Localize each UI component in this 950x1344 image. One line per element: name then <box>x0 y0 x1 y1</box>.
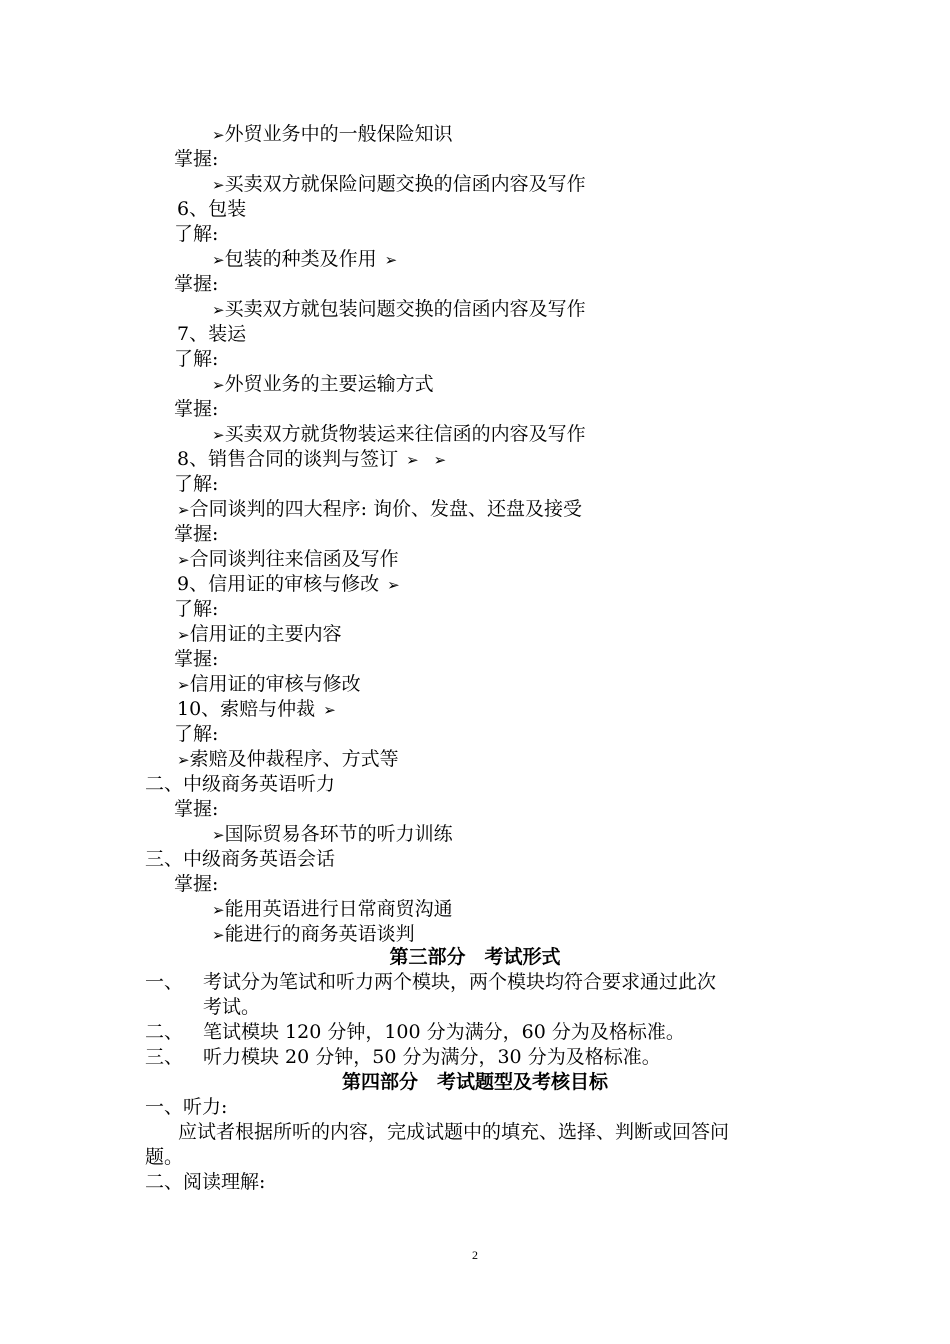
outline-line <box>212 247 397 273</box>
outline-line-text: 了解: <box>174 473 219 495</box>
outline-line-text: 合同谈判往来信函及写作 <box>189 548 399 570</box>
outline-line <box>212 422 586 448</box>
outline-line-text: 掌握: <box>174 273 219 295</box>
outline-line-text: 掌握: <box>174 398 219 420</box>
outline-line-text: 买卖双方就货物装运来往信函的内容及写作 <box>224 423 586 445</box>
outline-line <box>177 572 400 598</box>
outline-line <box>212 372 434 398</box>
arrow-bullet-icon: ➢ <box>212 926 225 944</box>
outline-line-text: 8、销售合同的谈判与签订 <box>177 448 399 470</box>
outline-line <box>174 522 218 547</box>
outline-line <box>177 747 399 773</box>
outline-line <box>177 497 582 523</box>
outline-line <box>177 197 246 222</box>
outline-line-text: 了解: <box>174 348 219 370</box>
outline-line <box>174 222 218 247</box>
outline-line <box>174 147 218 172</box>
outline-line-text: 三、中级商务英语会话 <box>145 848 336 870</box>
outline-line <box>174 272 218 297</box>
outline-line <box>174 397 218 422</box>
arrow-bullet-icon: ➢ <box>212 251 225 269</box>
outline-line <box>177 622 342 648</box>
part3-item-1: 考试分为笔试和听力两个模块，两个模块均符合要求通过此次 <box>203 971 717 993</box>
outline-line <box>212 822 453 848</box>
part3-item-num-2: 二、 <box>145 1021 184 1043</box>
outline-line-text: 掌握: <box>174 148 219 170</box>
outline-line-text: 能用英语进行日常商贸沟通 <box>224 898 453 920</box>
outline-line-text: 10、索赔与仲裁 <box>177 698 316 720</box>
outline-line <box>177 447 446 473</box>
trailing-arrow-icon: ➢ <box>384 251 398 269</box>
part3-item-num-1: 一、 <box>145 971 184 993</box>
outline-line-text: 掌握: <box>174 873 219 895</box>
arrow-bullet-icon: ➢ <box>212 376 225 394</box>
outline-line <box>145 772 335 797</box>
trailing-arrow-icon: ➢ ➢ <box>406 451 447 469</box>
arrow-bullet-icon: ➢ <box>212 901 225 919</box>
outline-line-text: 掌握: <box>174 798 219 820</box>
part4-heading: 第四部分 考试题型及考核目标 <box>341 1071 608 1093</box>
outline-line <box>177 697 336 723</box>
outline-line-text: 9、信用证的审核与修改 <box>177 573 380 595</box>
part4-section-listening: 一、听力: <box>145 1096 228 1118</box>
outline-line <box>212 172 586 198</box>
arrow-bullet-icon: ➢ <box>177 626 190 644</box>
arrow-bullet-icon: ➢ <box>212 301 225 319</box>
outline-line-text: 外贸业务中的一般保险知识 <box>224 123 453 145</box>
page-number: 2 <box>472 1248 478 1262</box>
outline-line-text: 了解: <box>174 223 219 245</box>
arrow-bullet-icon: ➢ <box>177 751 190 769</box>
outline-line-text: 信用证的主要内容 <box>189 623 342 645</box>
part3-item-3: 听力模块 20 分钟，50 分为满分，30 分为及格标准。 <box>203 1046 661 1068</box>
outline-line-text: 买卖双方就包装问题交换的信函内容及写作 <box>224 298 586 320</box>
arrow-bullet-icon: ➢ <box>212 826 225 844</box>
arrow-bullet-icon: ➢ <box>212 426 225 444</box>
part4-section-reading: 二、阅读理解: <box>145 1171 266 1193</box>
outline-line <box>174 722 218 747</box>
arrow-bullet-icon: ➢ <box>212 126 225 144</box>
outline-line-text: 了解: <box>174 598 219 620</box>
part3-heading: 第三部分 考试形式 <box>389 946 561 968</box>
outline-line-text: 买卖双方就保险问题交换的信函内容及写作 <box>224 173 586 195</box>
arrow-bullet-icon: ➢ <box>177 676 190 694</box>
part4-listening-paragraph-cont: 题。 <box>145 1146 184 1168</box>
outline-line <box>212 897 453 923</box>
trailing-arrow-icon: ➢ <box>323 701 336 719</box>
outline-line <box>174 472 218 497</box>
outline-line-text: 合同谈判的四大程序: 询价、发盘、还盘及接受 <box>189 498 583 520</box>
outline-line-text: 6、包装 <box>177 198 247 220</box>
arrow-bullet-icon: ➢ <box>177 551 190 569</box>
arrow-bullet-icon: ➢ <box>177 501 190 519</box>
outline-line-text: 索赔及仲裁程序、方式等 <box>189 748 399 770</box>
part4-listening-paragraph: 应试者根据所听的内容，完成试题中的填充、选择、判断或回答问 <box>178 1121 730 1143</box>
trailing-arrow-icon: ➢ <box>387 576 400 594</box>
outline-line <box>177 672 361 698</box>
outline-line-text: 掌握: <box>174 523 219 545</box>
outline-line-text: 包装的种类及作用 <box>224 248 377 270</box>
outline-line-text: 掌握: <box>174 648 219 670</box>
outline-line <box>177 547 399 573</box>
outline-line <box>177 322 246 347</box>
outline-line-text: 能进行的商务英语谈判 <box>224 923 415 945</box>
outline-line <box>174 647 218 672</box>
outline-line <box>174 872 218 897</box>
part3-item-1-cont: 考试。 <box>203 996 261 1018</box>
outline-line-text: 二、中级商务英语听力 <box>145 773 336 795</box>
outline-line <box>174 347 218 372</box>
outline-line-text: 信用证的审核与修改 <box>189 673 361 695</box>
outline-line-text: 了解: <box>174 723 219 745</box>
outline-line <box>174 797 218 822</box>
outline-line <box>212 297 586 323</box>
outline-line-text: 外贸业务的主要运输方式 <box>224 373 434 395</box>
outline-line <box>145 847 335 872</box>
arrow-bullet-icon: ➢ <box>212 176 225 194</box>
outline-line <box>174 597 218 622</box>
outline-line-text: 国际贸易各环节的听力训练 <box>224 823 453 845</box>
part3-item-2: 笔试模块 120 分钟，100 分为满分，60 分为及格标准。 <box>203 1021 685 1043</box>
outline-line <box>212 122 453 148</box>
part3-item-num-3: 三、 <box>145 1046 184 1068</box>
outline-line-text: 7、装运 <box>177 323 247 345</box>
